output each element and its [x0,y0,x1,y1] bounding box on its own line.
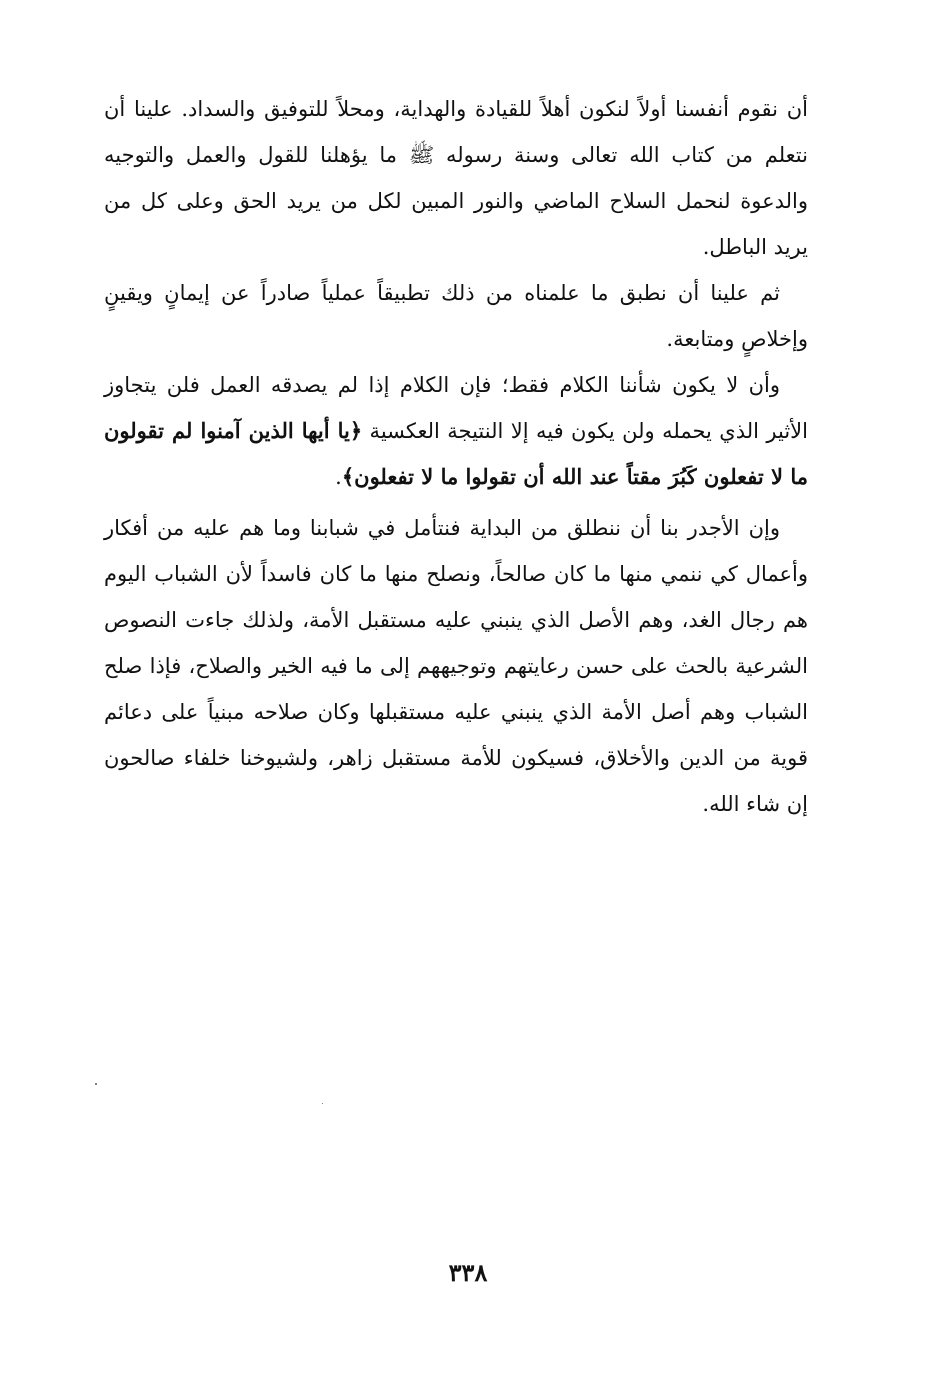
paragraph-4 [104,505,808,827]
paragraph-3-end: . [335,465,342,489]
page-number: ٣٣٨ [448,1258,488,1287]
quran-quote: ﴿يا أيها الذين آمنوا لم تقولون ما لا تفعلون كَبُرَ مقتاً عند الله أن تقولوا ما لا تفعلون﴾ [104,418,808,489]
paragraph-3-text [104,362,808,500]
scan-speck [95,1083,97,1085]
paragraph-3 [104,362,808,500]
scan-speck [322,1103,323,1104]
paragraph-2 [104,270,808,362]
paragraph-2-text: ثم علينا أن نطبق ما علمناه من ذلك تطبيقاً عملياً صادراً عن إيمانٍ ويقينٍ وإخلاصٍ ومتابعة. [104,281,808,351]
paragraph-1 [104,86,808,270]
paragraph-4-text: وإن الأجدر بنا أن ننطلق من البداية فنتأمل في شبابنا وما هم عليه من أفكار وأعمال كي ننمي منها ما كان صالحاً، ونصلح منها ما كان فاسداً لأن الشباب اليوم هم رجال الغد، وهم الأصل الذي ينبني عليه مستقبل الأمة، ولذلك جاءت النصوص الشرعية بالحث على حسن رعايتهم وتوجيههم إلى ما فيه الخير والصلاح، فإذا صلح الشباب وهم أصل الأمة الذي ينبني عليه مستقبلها وكان صلاحه مبنياً على دعائم قوية من الدين والأخلاق، فسيكون للأمة مستقبل زاهر، ولشيوخنا خلفاء صالحون إن شاء الله. [104,516,808,816]
paragraph-1-text: أن نقوم أنفسنا أولاً لنكون أهلاً للقيادة والهداية، ومحلاً للتوفيق والسداد. علينا أن نتعلم من كتاب الله تعالى وسنة رسوله ﷺ ما يؤهلنا للقول والعمل والتوجيه والدعوة لنحمل السلاح الماضي والنور المبين لكل من يريد الحق وعلى كل من يريد الباطل. [104,97,808,259]
paragraph-3-lead: وأن لا يكون شأننا الكلام فقط؛ فإن الكلام إذا لم يصدقه العمل فلن يتجاوز الأثير الذي يحمله ولن يكون فيه إلا النتيجة العكسية [104,373,808,443]
